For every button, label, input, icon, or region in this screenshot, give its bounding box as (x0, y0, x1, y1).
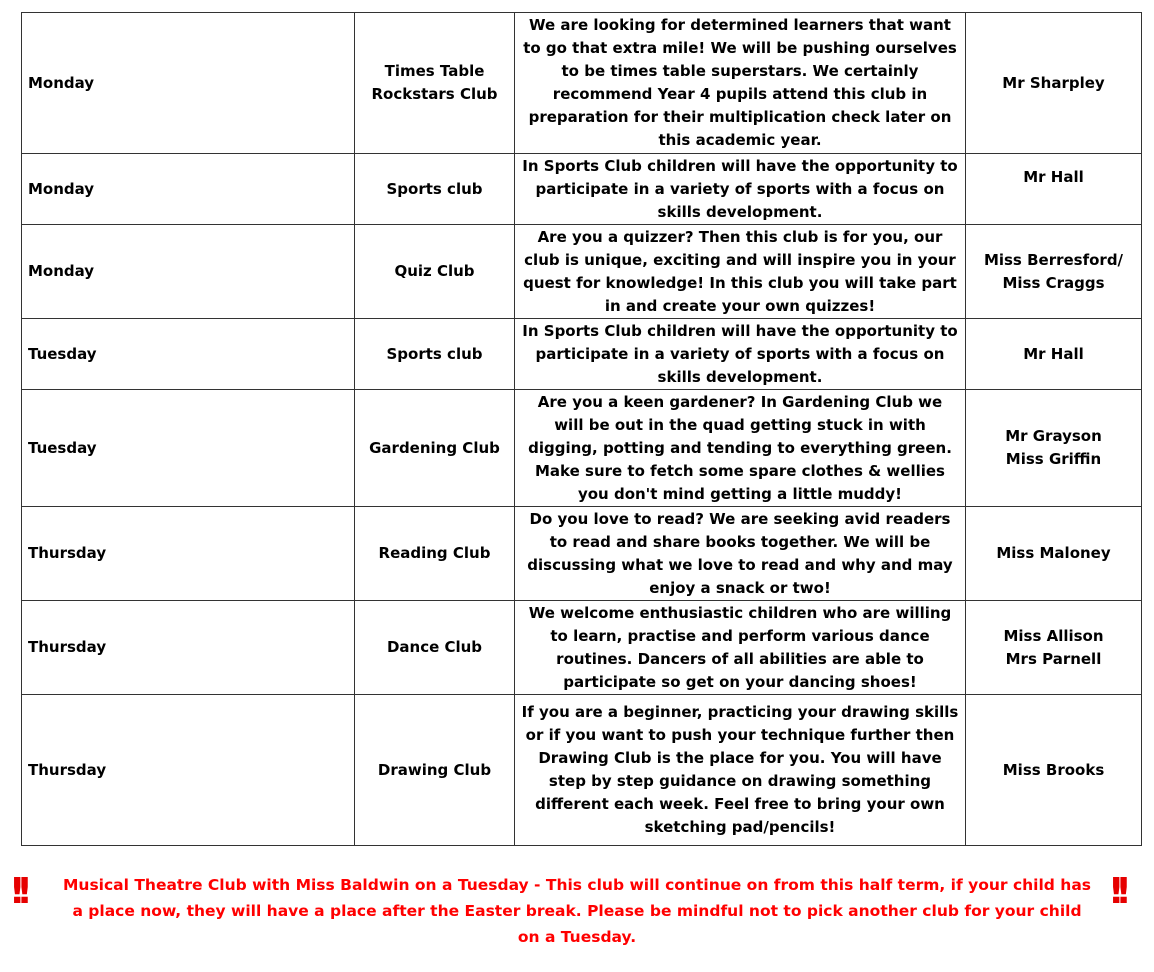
description-cell: We welcome enthusiastic children who are willing to learn, practise and perform various dance routines. Dancers of all abilities are able to participate so get on your dancing shoes! (515, 601, 966, 695)
day-cell: Thursday (22, 601, 355, 695)
description-cell: In Sports Club children will have the opportunity to participate in a variety of sports with a focus on skills development. (515, 154, 966, 225)
staff-cell: Mr Hall (966, 319, 1142, 390)
staff-cell: Miss Brooks (966, 695, 1142, 846)
club-name-cell: Reading Club (355, 507, 515, 601)
description-cell: If you are a beginner, practicing your drawing skills or if you want to push your technique further then Drawing Club is the place for you. You will have step by step guidance on drawing something different each week. Feel free to bring your own sketching pad/pencils! (515, 695, 966, 846)
table-row (22, 695, 1142, 846)
clubs-table (21, 12, 1142, 846)
club-name-cell: Sports club (355, 154, 515, 225)
table-row (22, 601, 1142, 695)
table-row (22, 154, 1142, 225)
exclamation-left-icon: !! (9, 871, 24, 912)
table-row (22, 319, 1142, 390)
day-cell: Monday (22, 13, 355, 154)
table-row (22, 507, 1142, 601)
staff-cell: Mr Grayson Miss Griffin (966, 390, 1142, 507)
club-name-cell: Gardening Club (355, 390, 515, 507)
table-row (22, 390, 1142, 507)
description-cell: Do you love to read? We are seeking avid readers to read and share books together. We will be discussing what we love to read and why and may enjoy a snack or two! (515, 507, 966, 601)
staff-cell: Miss Berresford/ Miss Craggs (966, 225, 1142, 319)
day-cell: Thursday (22, 507, 355, 601)
club-name-cell: Drawing Club (355, 695, 515, 846)
club-name-cell: Sports club (355, 319, 515, 390)
staff-cell: Mr Sharpley (966, 13, 1142, 154)
day-cell: Tuesday (22, 390, 355, 507)
day-cell: Monday (22, 225, 355, 319)
description-cell: Are you a keen gardener? In Gardening Club we will be out in the quad getting stuck in with digging, potting and tending to everything green. Make sure to fetch some spare clothes & wellies you don't mind getting a little muddy! (515, 390, 966, 507)
day-cell: Tuesday (22, 319, 355, 390)
staff-cell: Mr Hall (966, 154, 1142, 225)
table-row (22, 13, 1142, 154)
club-name-cell: Times Table Rockstars Club (355, 13, 515, 154)
table-row (22, 225, 1142, 319)
exclamation-right-icon: !! (1108, 871, 1123, 912)
club-name-cell: Dance Club (355, 601, 515, 695)
description-cell: We are looking for determined learners that want to go that extra mile! We will be pushing ourselves to be times table superstars. We certainly recommend Year 4 pupils attend this club in preparation for their multiplication check later on this academic year. (515, 13, 966, 154)
staff-cell: Miss Allison Mrs Parnell (966, 601, 1142, 695)
notice-text: Musical Theatre Club with Miss Baldwin on a Tuesday - This club will continue on from this half term, if your child has a place now, they will have a place after the Easter break. Please be mindful not to pick another club for your child on a Tuesday. (62, 876, 1092, 946)
day-cell: Thursday (22, 695, 355, 846)
club-name-cell: Quiz Club (355, 225, 515, 319)
staff-cell: Miss Maloney (966, 507, 1142, 601)
day-cell: Monday (22, 154, 355, 225)
description-cell: Are you a quizzer? Then this club is for you, our club is unique, exciting and will inspire you in your quest for knowledge! In this club you will take part in and create your own quizzes! (515, 225, 966, 319)
description-cell: In Sports Club children will have the opportunity to participate in a variety of sports with a focus on skills development. (515, 319, 966, 390)
